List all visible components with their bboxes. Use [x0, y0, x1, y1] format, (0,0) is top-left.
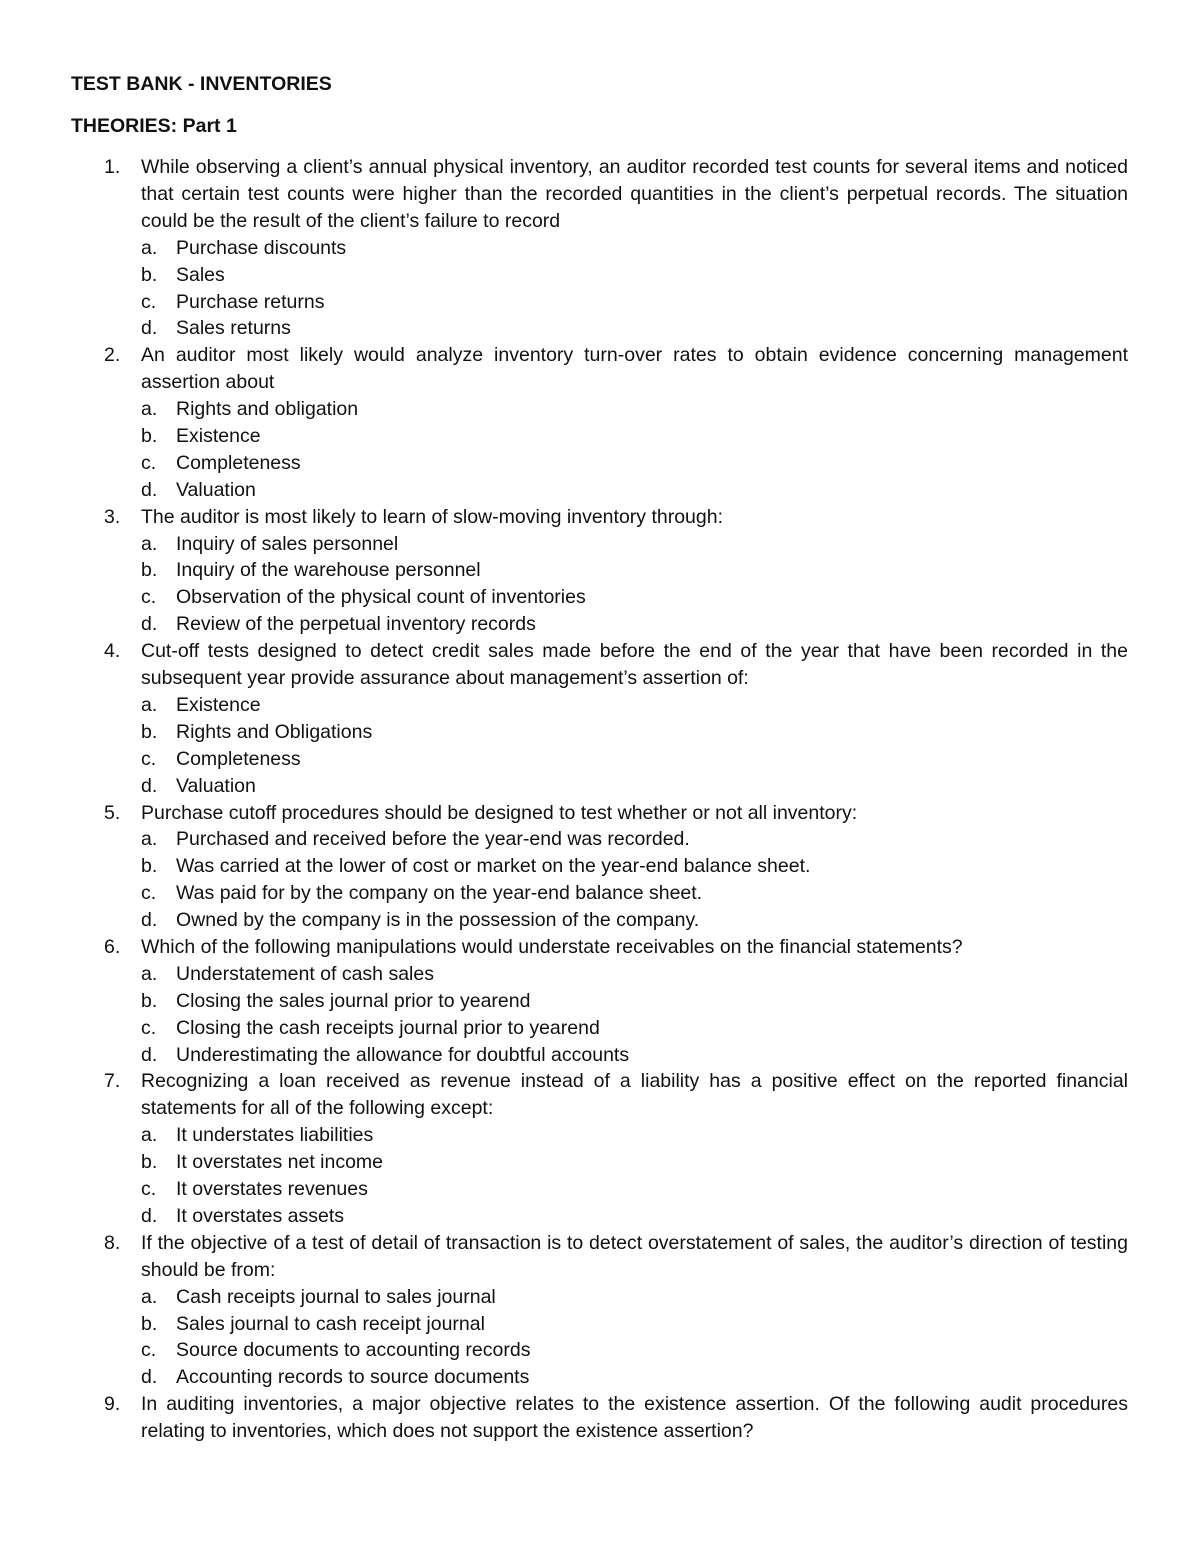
option-item — [0, 315, 1200, 342]
option-item — [0, 1149, 1200, 1176]
question-text: An auditor most likely would analyze inventory turn-over rates to obtain evidence concerning management assertion about — [141, 344, 1128, 394]
option-text: Existence — [176, 693, 261, 716]
option-item — [0, 557, 1200, 584]
option-letter: c. — [141, 747, 157, 770]
option-item — [0, 477, 1200, 504]
option-item — [0, 692, 1200, 719]
option-item — [0, 1311, 1200, 1338]
option-text: Closing the cash receipts journal prior to yearend — [176, 1016, 600, 1039]
option-item — [0, 396, 1200, 423]
option-letter: d. — [141, 613, 158, 636]
option-item — [0, 1364, 1200, 1391]
question-item — [0, 504, 1200, 638]
question-item — [0, 638, 1200, 799]
option-letter: d. — [141, 478, 158, 501]
option-text: It overstates net income — [176, 1151, 384, 1174]
option-text: Underestimating the allowance for doubtful accounts — [176, 1043, 630, 1066]
option-item — [0, 880, 1200, 907]
option-letter: b. — [141, 720, 158, 743]
question-text: The auditor is most likely to learn of slow-moving inventory through: — [141, 505, 724, 528]
question-item — [0, 1068, 1200, 1229]
option-text: Review of the perpetual inventory records — [176, 613, 536, 636]
option-item — [0, 746, 1200, 773]
option-text: Source documents to accounting records — [176, 1339, 531, 1362]
option-letter: c. — [141, 1178, 157, 1201]
document-title: TEST BANK - INVENTORIES — [71, 73, 332, 95]
option-item — [0, 1122, 1200, 1149]
question-number: 5. — [104, 801, 121, 824]
option-letter: d. — [141, 1366, 158, 1389]
question-number: 8. — [104, 1231, 121, 1254]
option-item — [0, 423, 1200, 450]
question-number: 7. — [104, 1070, 121, 1093]
option-item — [0, 235, 1200, 262]
option-text: Rights and obligation — [176, 398, 359, 421]
option-item — [0, 450, 1200, 477]
option-text: Was carried at the lower of cost or market on the year-end balance sheet. — [176, 855, 811, 878]
option-item — [0, 1203, 1200, 1230]
option-text: Owned by the company is in the possession of the company. — [176, 909, 700, 932]
option-letter: a. — [141, 1124, 158, 1147]
option-text: Purchased and received before the year-end was recorded. — [176, 828, 690, 851]
option-item — [0, 584, 1200, 611]
option-item — [0, 1337, 1200, 1364]
option-list — [0, 961, 1200, 1069]
option-item — [0, 1042, 1200, 1069]
option-text: Purchase discounts — [176, 236, 347, 259]
question-text: Which of the following manipulations would understate receivables on the financial statements? — [141, 935, 963, 958]
option-letter: d. — [141, 909, 158, 932]
option-letter: b. — [141, 559, 158, 582]
option-letter: c. — [141, 290, 157, 313]
option-item — [0, 719, 1200, 746]
question-text: Recognizing a loan received as revenue instead of a liability has a positive effect on the reported financial statements for all of the following except: — [141, 1070, 1128, 1120]
option-text: Sales journal to cash receipt journal — [176, 1312, 485, 1335]
question-text: Purchase cutoff procedures should be designed to test whether or not all inventory: — [141, 801, 858, 824]
option-list — [0, 531, 1200, 639]
option-letter: b. — [141, 424, 158, 447]
option-item — [0, 907, 1200, 934]
option-text: Rights and Obligations — [176, 720, 373, 743]
question-item — [0, 1230, 1200, 1391]
option-letter: b. — [141, 989, 158, 1012]
question-item — [0, 154, 1200, 342]
option-letter: c. — [141, 586, 157, 609]
question-list — [0, 154, 1200, 1445]
option-letter: a. — [141, 693, 158, 716]
option-text: Sales — [176, 263, 225, 286]
question-item — [0, 1391, 1200, 1445]
option-text: Was paid for by the company on the year-end balance sheet. — [176, 882, 703, 905]
question-text: In auditing inventories, a major objective relates to the existence assertion. Of the following audit procedures relating to inventories, which does not support the existence assertion? — [141, 1393, 1128, 1443]
option-letter: b. — [141, 1151, 158, 1174]
option-letter: b. — [141, 1312, 158, 1335]
option-letter: b. — [141, 263, 158, 286]
option-text: Closing the sales journal prior to yearend — [176, 989, 531, 1012]
option-letter: c. — [141, 1339, 157, 1362]
question-text: While observing a client’s annual physical inventory, an auditor recorded test counts for several items and noticed that certain test counts were higher than the recorded quantities in the client’s perpetual records. The situation could be the result of the client’s failure to record — [141, 156, 1128, 232]
option-text: Completeness — [176, 747, 301, 770]
option-letter: d. — [141, 1043, 158, 1066]
option-letter: a. — [141, 828, 158, 851]
option-letter: a. — [141, 1285, 158, 1308]
option-list — [0, 396, 1200, 504]
option-item — [0, 961, 1200, 988]
option-item — [0, 1015, 1200, 1042]
question-number: 6. — [104, 935, 121, 958]
question-number: 4. — [104, 640, 121, 663]
option-text: Sales returns — [176, 317, 291, 340]
option-text: Observation of the physical count of inventories — [176, 586, 586, 609]
option-list — [0, 235, 1200, 343]
option-item — [0, 826, 1200, 853]
question-number: 1. — [104, 156, 121, 178]
option-item — [0, 853, 1200, 880]
option-letter: d. — [141, 317, 158, 340]
option-letter: b. — [141, 855, 158, 878]
option-item — [0, 1284, 1200, 1311]
option-text: Inquiry of sales personnel — [176, 532, 399, 555]
option-text: Inquiry of the warehouse personnel — [176, 559, 481, 582]
option-text: It understates liabilities — [176, 1124, 374, 1147]
option-text: Understatement of cash sales — [176, 962, 434, 985]
question-item — [0, 934, 1200, 1068]
option-letter: c. — [141, 1016, 157, 1039]
option-text: Cash receipts journal to sales journal — [176, 1285, 496, 1308]
option-text: Purchase returns — [176, 290, 325, 313]
option-text: It overstates revenues — [176, 1178, 368, 1201]
option-list — [0, 826, 1200, 934]
option-item — [0, 289, 1200, 316]
option-letter: a. — [141, 236, 158, 259]
option-item — [0, 773, 1200, 800]
option-text: Accounting records to source documents — [176, 1366, 530, 1389]
option-letter: a. — [141, 962, 158, 985]
option-list — [0, 692, 1200, 800]
option-list — [0, 1122, 1200, 1230]
question-item — [0, 800, 1200, 934]
question-number: 9. — [104, 1393, 121, 1416]
option-letter: a. — [141, 532, 158, 555]
option-letter: d. — [141, 1204, 158, 1227]
option-list — [0, 1284, 1200, 1392]
option-item — [0, 531, 1200, 558]
option-text: Completeness — [176, 451, 301, 474]
question-number: 3. — [104, 505, 121, 528]
option-item — [0, 988, 1200, 1015]
option-item — [0, 262, 1200, 289]
option-item — [0, 611, 1200, 638]
option-text: Valuation — [176, 478, 256, 501]
question-text: Cut-off tests designed to detect credit sales made before the end of the year that have been recorded in the subsequent year provide assurance about management’s assertion of: — [141, 640, 1128, 690]
option-text: It overstates assets — [176, 1204, 344, 1227]
question-text: If the objective of a test of detail of transaction is to detect overstatement of sales, the auditor’s direction of testing should be from: — [141, 1231, 1128, 1281]
option-letter: c. — [141, 882, 157, 905]
option-text: Existence — [176, 424, 261, 447]
option-letter: c. — [141, 451, 157, 474]
option-letter: a. — [141, 398, 158, 421]
option-letter: d. — [141, 774, 158, 797]
option-text: Valuation — [176, 774, 256, 797]
option-item — [0, 1176, 1200, 1203]
question-item — [0, 342, 1200, 503]
section-title: THEORIES: Part 1 — [71, 115, 237, 137]
question-number: 2. — [104, 344, 121, 367]
